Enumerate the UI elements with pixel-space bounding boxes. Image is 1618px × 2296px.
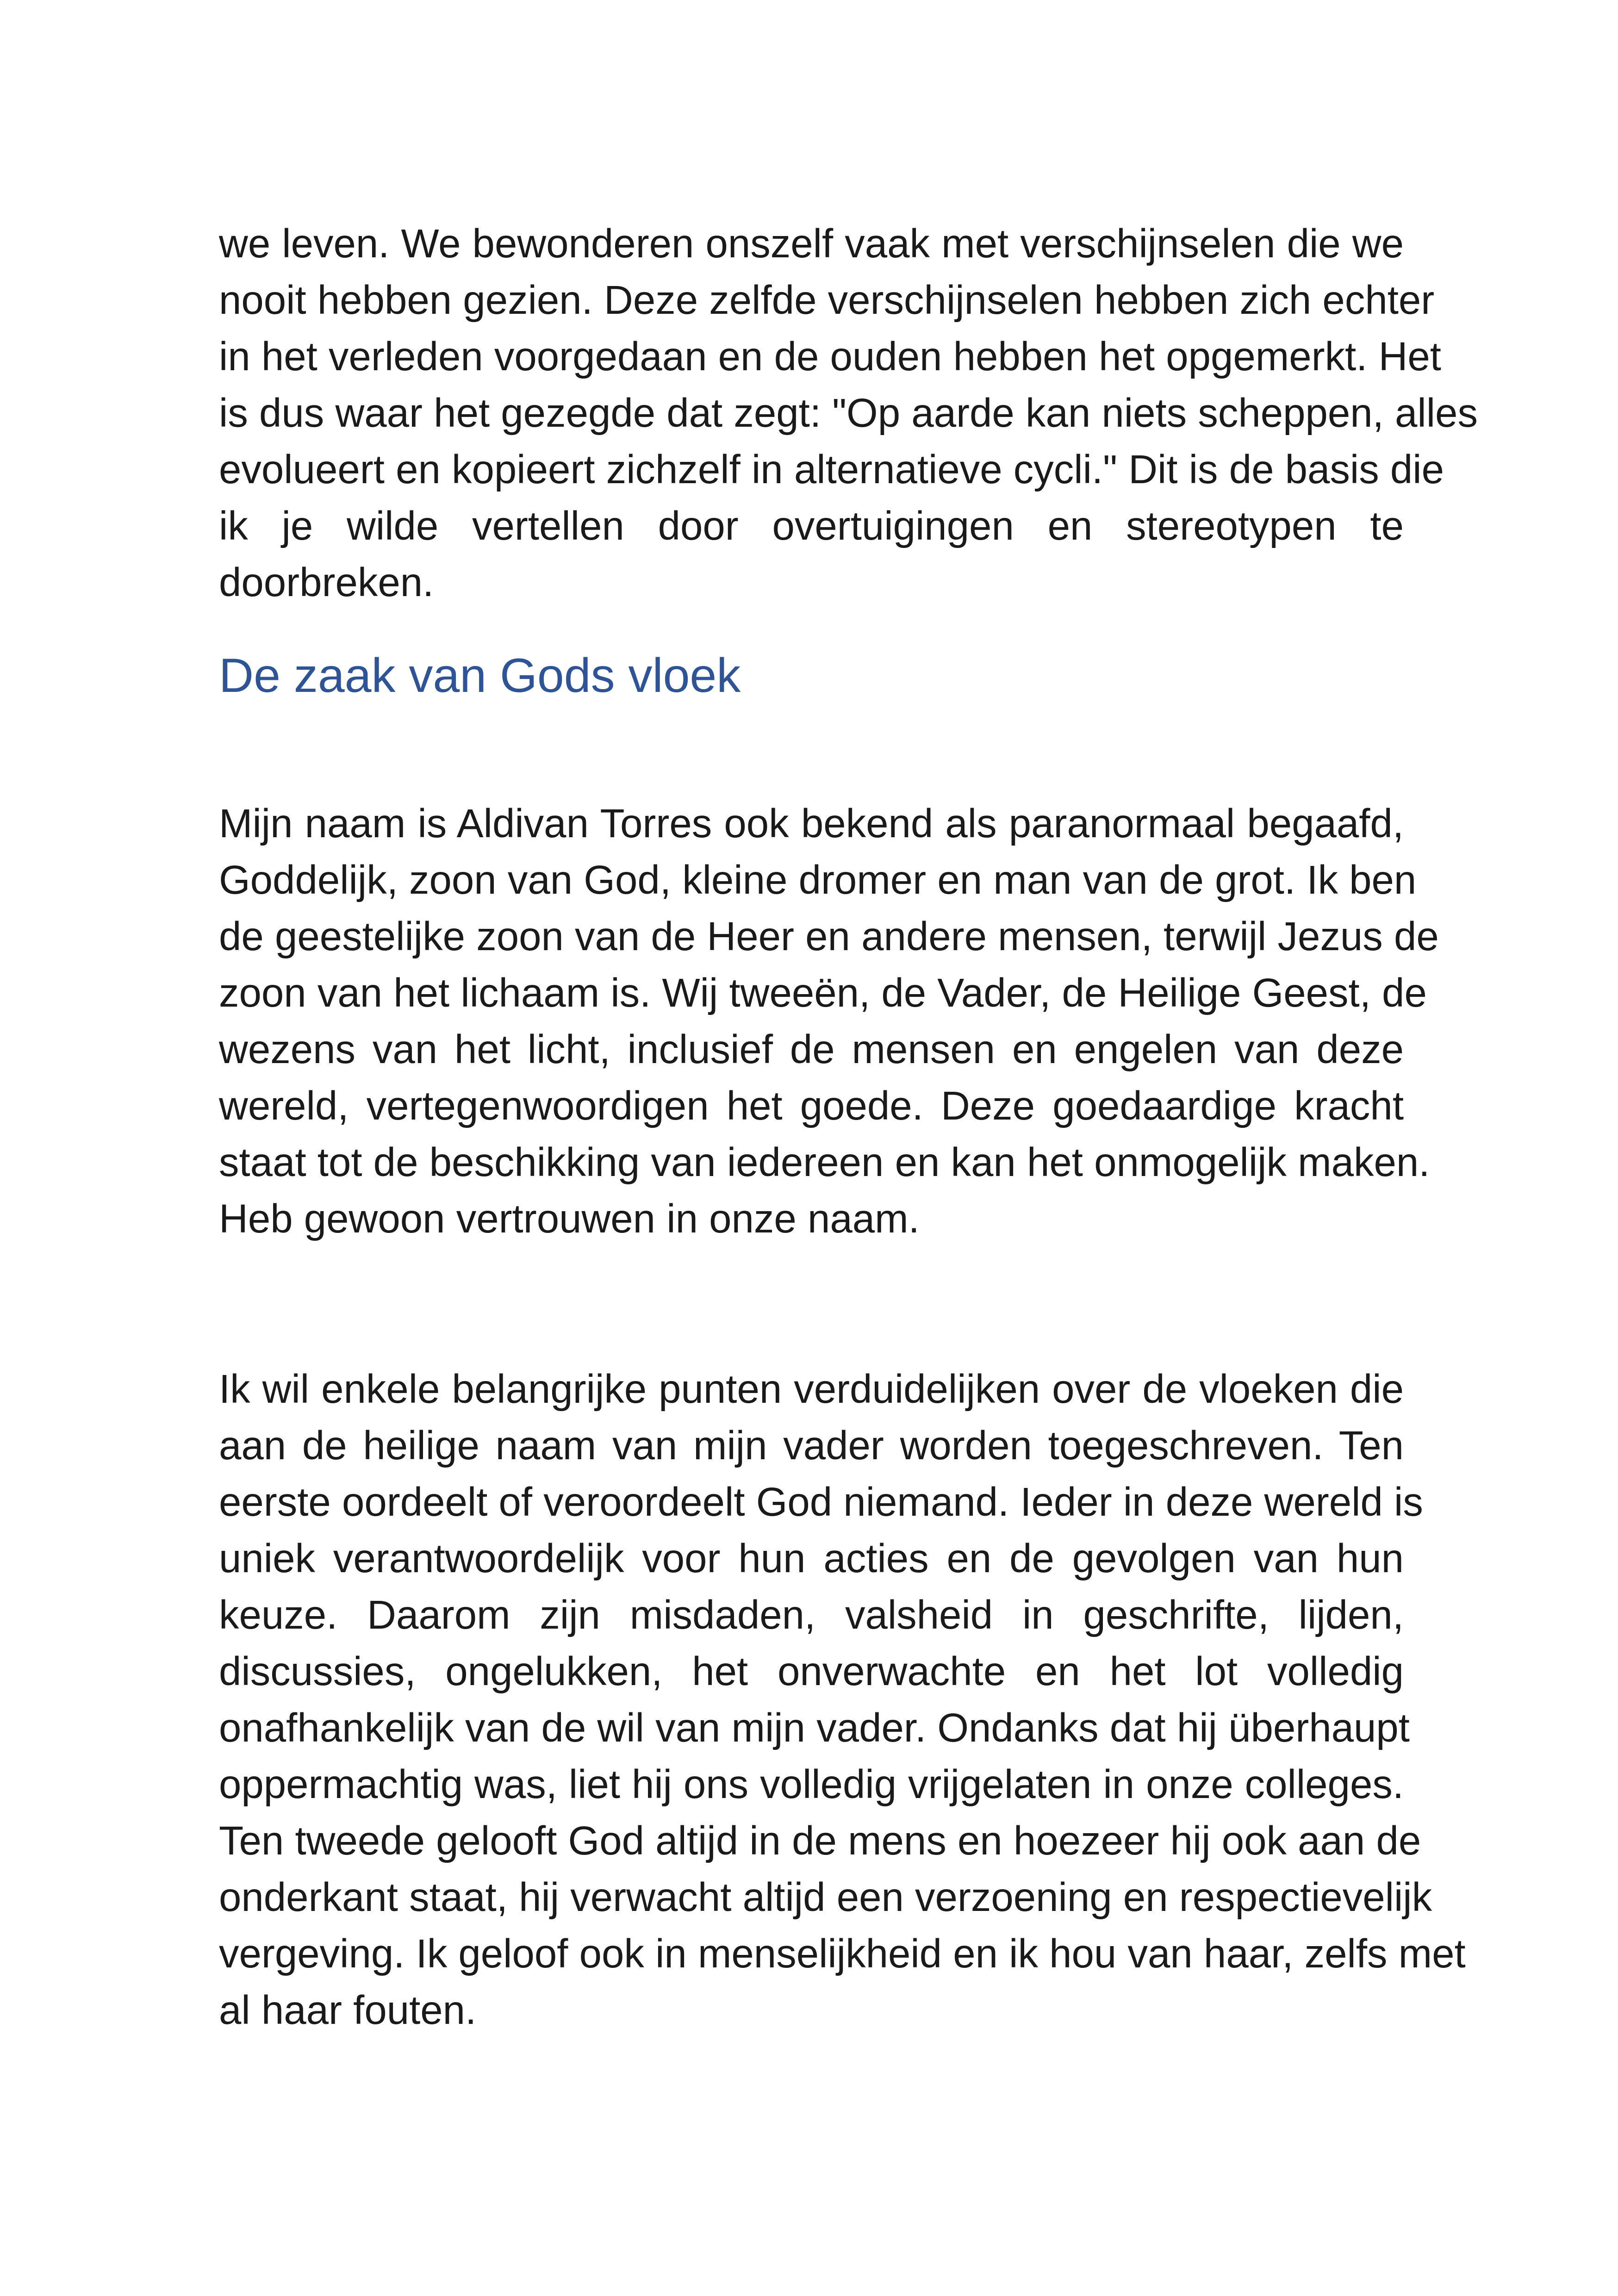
paragraph-line: al haar fouten. [219,1988,477,2033]
paragraph-line: wereld, vertegenwoordigen het goede. Deze goedaardige kracht [219,1083,1404,1128]
paragraph-line: zoon van het lichaam is. Wij tweeën, de Vader, de Heilige Geest, de [219,971,1427,1015]
paragraph-line: ik je wilde vertellen door overtuigingen en stereotypen te [219,504,1404,548]
paragraph-line: onderkant staat, hij verwacht altijd een verzoening en respectievelijk [219,1875,1432,1920]
paragraph-line: Goddelijk, zoon van God, kleine dromer en man van de grot. Ik ben [219,858,1417,902]
paragraph-line: Heb gewoon vertrouwen in onze naam. [219,1196,920,1241]
paragraph-line: wezens van het licht, inclusief de mensen en engelen van deze [219,1027,1404,1072]
paragraph-line: evolueert en kopieert zichzelf in alternatieve cycli." Dit is de basis die [219,447,1444,492]
paragraph-line: Ik wil enkele belangrijke punten verduidelijken over de vloeken die [219,1367,1404,1412]
paragraph-line: we leven. We bewonderen onszelf vaak met verschijnselen die we [219,221,1404,266]
paragraph-line: doorbreken. [219,560,434,605]
paragraph-1 [219,216,1478,611]
paragraph-line: nooit hebben gezien. Deze zelfde verschijnselen hebben zich echter [219,278,1435,323]
paragraph-line: onafhankelijk van de wil van mijn vader. Ondanks dat hij überhaupt [219,1705,1410,1750]
paragraph-line: oppermachtig was, liet hij ons volledig vrijgelaten in onze colleges. [219,1762,1404,1807]
paragraph-line: de geestelijke zoon van de Heer en andere mensen, terwijl Jezus de [219,914,1439,959]
paragraph-line: Ten tweede gelooft God altijd in de mens en hoezeer hij ook aan de [219,1818,1421,1863]
paragraph-line: Mijn naam is Aldivan Torres ook bekend als paranormaal begaafd, [219,801,1404,846]
paragraph-2 [219,796,1439,1247]
paragraph-line: aan de heilige naam van mijn vader worden toegeschreven. Ten [219,1423,1404,1468]
paragraph-line: in het verleden voorgedaan en de ouden hebben het opgemerkt. Het [219,334,1441,379]
paragraph-line: keuze. Daarom zijn misdaden, valsheid in geschrifte, lijden, [219,1593,1404,1637]
paragraph-3 [219,1361,1466,2039]
paragraph-line: is dus waar het gezegde dat zegt: "Op aarde kan niets scheppen, alles [219,391,1478,436]
paragraph-line: uniek verantwoordelijk voor hun acties en de gevolgen van hun [219,1536,1404,1581]
paragraph-line: eerste oordeelt of veroordeelt God niemand. Ieder in deze wereld is [219,1480,1423,1524]
paragraph-line: discussies, ongelukken, het onverwachte en het lot volledig [219,1649,1404,1694]
paragraph-line: staat tot de beschikking van iedereen en kan het onmogelijk maken. [219,1140,1430,1185]
section-heading: De zaak van Gods vloek [219,649,741,703]
paragraph-line: vergeving. Ik geloof ook in menselijkheid en ik hou van haar, zelfs met [219,1931,1466,1976]
